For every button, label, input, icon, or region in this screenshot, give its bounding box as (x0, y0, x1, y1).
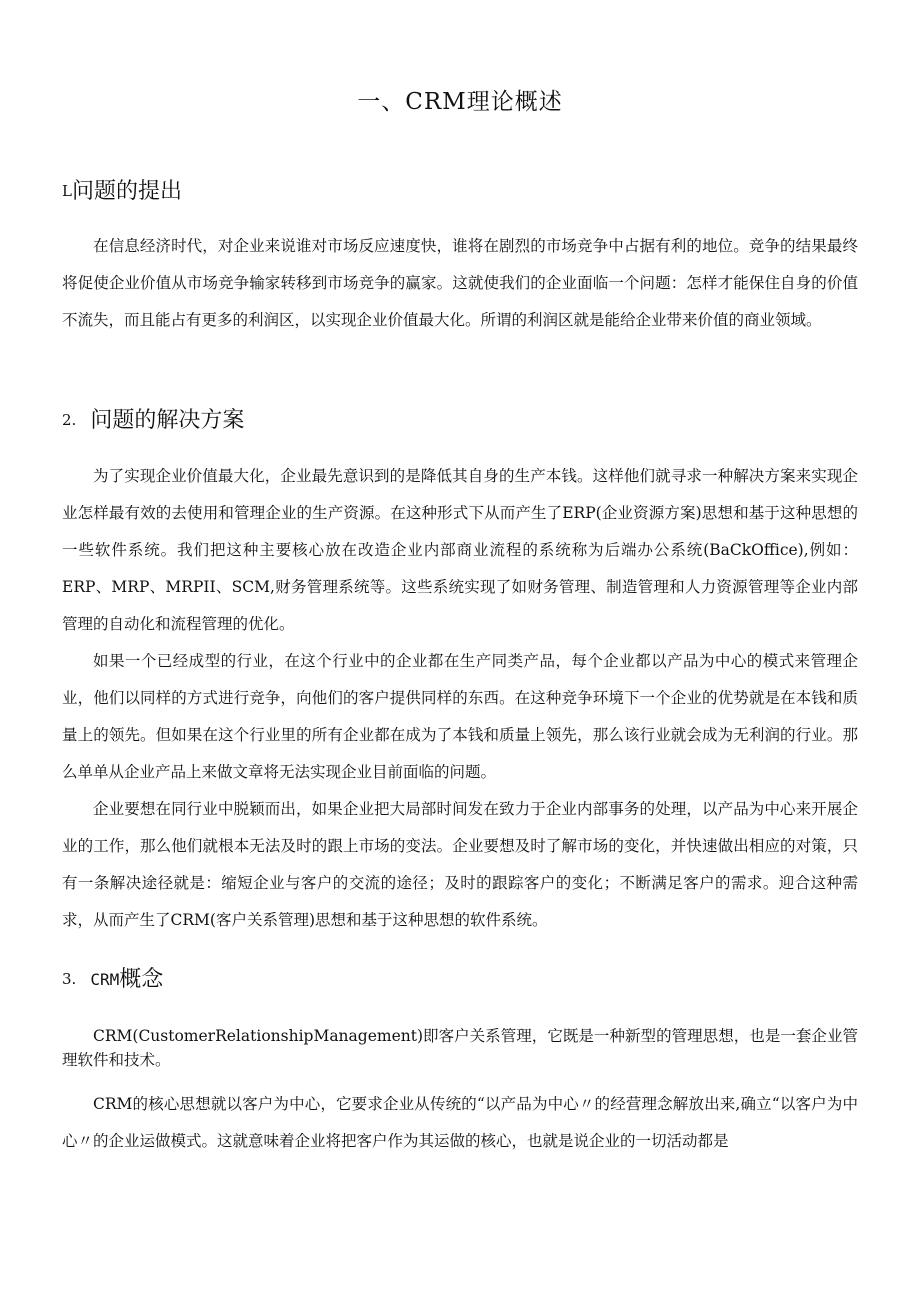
section-title-2: 问题的解决方案 (90, 408, 245, 433)
section-title-1: 问题的提出 (71, 179, 182, 204)
section-body-3 (62, 1024, 858, 1160)
page-title: 一、CRM理论概述 (357, 89, 563, 115)
section-number-1: L (62, 182, 72, 200)
section-body-2 (62, 458, 858, 939)
section-title-prefix-3: CRM (90, 970, 120, 989)
paragraph: CRM的核心思想就以客户为中心，它要求企业从传统的“以产品为中心〃的经营理念解放出来,确立“以客户为中心〃的企业运做模式。这就意味着企业将把客户作为其运做的核心，也就是说企业的一切活动都是 (62, 1095, 858, 1150)
section-heading-1 (62, 176, 182, 207)
paragraph: CRM(CustomerRelationshipManagement)即客户关系管理，它既是一种新型的管理思想，也是一套企业管理软件和技术。 (62, 1027, 858, 1069)
section-title-3: 概念 (119, 967, 164, 992)
section-heading-3 (62, 964, 163, 995)
paragraph: 企业要想在同行业中脱颖而出，如果企业把大局部时间发在致力于企业内部事务的处理，以产品为中心来开展企业的工作，那么他们就根本无法及时的跟上市场的变法。企业要想及时了解市场的变化，并快速做出相应的对策，只有一条解决途径就是：缩短企业与客户的交流的途径；及时的跟踪客户的变化；不断满足客户的需求。迎合这种需求，从而产生了CRM(客户关系管理)思想和基于这种思想的软件系统。 (62, 800, 858, 929)
paragraph: 如果一个已经成型的行业，在这个行业中的企业都在生产同类产品，每个企业都以产品为中心的模式来管理企业，他们以同样的方式进行竞争，向他们的客户提供同样的东西。在这种竞争环境下一个企业的优势就是在本钱和质量上的领先。但如果在这个行业里的所有企业都在成为了本钱和质量上领先，那么该行业就会成为无利润的行业。那么单单从企业产品上来做文章将无法实现企业目前面临的问题。 (62, 652, 858, 781)
section-number-3: 3. (62, 970, 77, 988)
section-number-2: 2. (62, 411, 77, 429)
paragraph: 为了实现企业价值最大化，企业最先意识到的是降低其自身的生产本钱。这样他们就寻求一种解决方案来实现企业怎样最有效的去使用和管理企业的生产资源。在这种形式下从而产生了ERP(企业资源方案)思想和基于这种思想的一些软件系统。我们把这种主要核心放在改造企业内部商业流程的系统称为后端办公系统(BaCkOffice),例如：ERP、MRP、MRPII、SCM,财务管理系统等。这些系统实现了如财务管理、制造管理和人力资源管理等企业内部管理的自动化和流程管理的优化。 (62, 467, 858, 633)
section-heading-2 (62, 405, 244, 436)
paragraph: 在信息经济时代，对企业来说谁对市场反应速度快，谁将在剧烈的市场竞争中占据有利的地位。竞争的结果最终将促使企业价值从市场竞争输家转移到市场竞争的赢家。这就使我们的企业面临一个问题：怎样才能保住自身的价值不流失，而且能占有更多的利润区，以实现企业价值最大化。所谓的利润区就是能给企业带来价值的商业领域。 (62, 237, 858, 329)
section-body-1 (62, 228, 858, 339)
